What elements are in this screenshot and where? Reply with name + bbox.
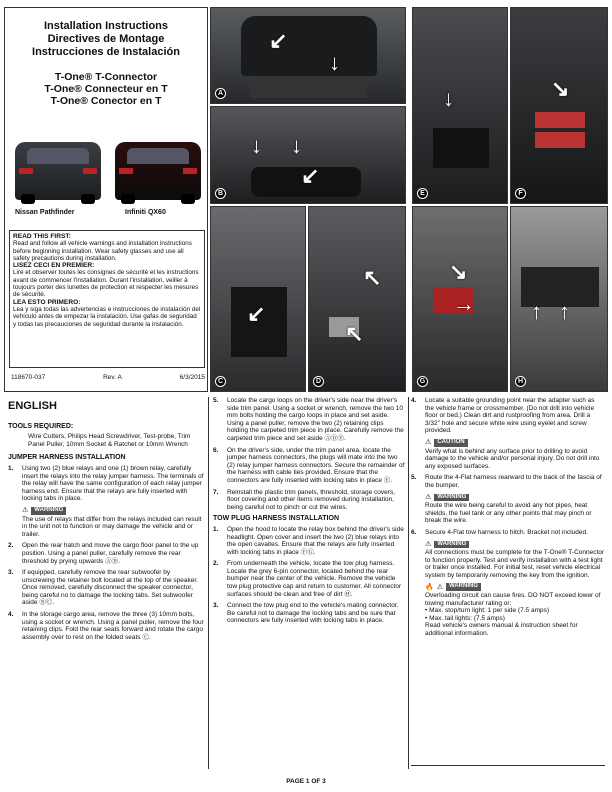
- page-footer: PAGE 1 OF 3: [286, 778, 326, 785]
- vehicle-label-qx60: Infiniti QX60: [125, 209, 166, 216]
- read-first-box: [9, 230, 205, 368]
- title-es: Instrucciones de Instalación: [32, 46, 180, 58]
- step-7: 7. Reinstall the plastic trim panels, threshold, storage covers, floor covering and other items removed during installation, being careful not to pinch or cut the wires.: [213, 488, 395, 511]
- tow-step-4: 4. Locate a suitable grounding point near the adapter such as the vehicle frame or crossmember. (Do not drill into vehicle floor or bed.) Clean dirt and rustproofing from area. Drill a 3/32" hole and secure white wire using eyelet and screw provided.: [411, 397, 595, 435]
- arrow-icon: →: [453, 291, 475, 316]
- photo-c: [210, 206, 306, 392]
- product-en: T-One® T-Connector: [54, 71, 158, 83]
- jumper-section-heading: JUMPER HARNESS INSTALLATION: [8, 454, 126, 462]
- photo-e: [412, 7, 508, 204]
- photo-label-c: C: [215, 376, 226, 387]
- column-2: [213, 397, 405, 629]
- warning-triangle-icon: ⚠: [425, 494, 432, 502]
- arrow-icon: ↖: [345, 321, 364, 346]
- tools-heading: TOOLS REQUIRED:: [8, 422, 74, 430]
- column-divider: [208, 397, 209, 769]
- arrow-icon: ↓: [443, 86, 454, 111]
- warning-fire: 🔥 ⚠ WARNING Overloading circuit can cause fires. DO NOT exceed lower of towing manufacturer rating or: • Max. stop/turn light: 1 per side (7.5 amps) • Max. tail lights: (7.5 amps) Read vehicle's owners manual & instruction sheet for additional information.: [425, 583, 601, 638]
- tow-step-6: 6. Secure 4-Flat tow harness to hitch. Bracket not included.: [411, 528, 588, 536]
- photo-label-b: B: [215, 188, 226, 199]
- photo-label-a: A: [215, 88, 226, 99]
- tow-step-1: 1. Open the hood to locate the relay box behind the driver's side headlight. Open cover and insert the two (2) blue relays into the open cavaites. Ensure that the relays are fully inserted with locking tabs in place ⒻⒼ.: [213, 525, 404, 556]
- pathfinder-image: [15, 142, 101, 200]
- photo-label-g: G: [417, 376, 428, 387]
- arrow-icon: ↙: [247, 301, 266, 326]
- header-panel: [4, 7, 208, 392]
- photo-f: [510, 7, 608, 204]
- warning-triangle-icon: ⚠: [425, 439, 432, 447]
- vehicle-label-pathfinder: Nissan Pathfinder: [15, 209, 75, 216]
- arrow-icon: ↑: [559, 299, 570, 324]
- part-info-row: [11, 374, 205, 381]
- instruction-sheet: [4, 7, 608, 789]
- photo-g: [412, 206, 508, 392]
- arrow-icon: ↙: [269, 28, 288, 53]
- arrow-icon: ↖: [363, 265, 382, 290]
- warning-triangle-icon: ⚠: [425, 541, 432, 548]
- step-4: 4. In the storage cargo area, remove the three (3) 10mm bolts, using a socket or wrench. Using a panel puller, remove the four retaining clips. Fold the rear seats forward and rotate the cargo assembly over to rest on the folded seats Ⓒ.: [8, 611, 204, 641]
- caution-1: ⚠ CAUTION Verify what is behind any surface prior to drilling to avoid damage to the vehicle and/or personal injury. Do not drill into any exposed surfaces.: [425, 438, 600, 470]
- warning-triangle-icon: ⚠: [22, 507, 29, 515]
- read-head-es: LEA ESTO PRIMERO:: [13, 298, 81, 306]
- column-3-bottom-rule: [411, 765, 605, 766]
- arrow-icon: ↓: [251, 133, 262, 158]
- photo-b: [210, 106, 406, 204]
- step-1: 1. Using two (2) blue relays and one (1) brown relay, carefully insert the relays into the relay jumper harness. The terminals of the relay will have the same configuration of each relay jumper harness end. Ensure that the relays are fully inserted with locking tabs in place.: [8, 464, 204, 503]
- step-2: 2. Open the rear hatch and move the cargo floor panel to the up position. Using a panel puller, carefully remove the rear threshold by prying upwards ⒶⒷ.: [8, 542, 199, 565]
- arrow-icon: ↘: [551, 76, 570, 101]
- warning-1: ⚠ WARNING The use of relays that differ from the relays included can result in the unit not to function or may damage the vehicle and or trailer.: [22, 506, 202, 538]
- tow-step-5: 5. Route the 4-Flat harness rearward to the back of the fascia of the bumper.: [411, 474, 602, 489]
- read-text-en: Read and follow all vehicle warnings and installation instructions before beginning installation. Wear safety glasses and use all safety precautions during installation.: [13, 240, 192, 262]
- read-head-en: READ THIS FIRST:: [13, 233, 71, 240]
- tools-list: Wire Cutters, Philips Head Screwdriver, Test-probe, Trim Panel Puller, 10mm Socket & Ratchet or 10mm Wrench: [28, 433, 191, 448]
- product-fr: T-One® Connecteur en T: [44, 83, 168, 95]
- qx60-image: [115, 142, 201, 200]
- read-head-fr: LISEZ CECI EN PREMIER:: [13, 262, 95, 270]
- revision: Rev. A: [103, 374, 122, 381]
- photo-a: [210, 7, 406, 104]
- photo-d: [308, 206, 406, 392]
- step-6: 6. On the driver's side, under the trim panel area, locate the jumper harness connectors, the plugs will mate into the two (2) relay jumper harness connectors. Secure the remainder of the harness with cable ties provided. Ensure that the connectors are fully inserted with locking tabs in place Ⓔ.: [213, 446, 405, 484]
- warning-5: ⚠ WARNING Route the wire being careful to avoid any hot pipes, heat shields, the fuel tank or any other points that may pinch or break the wire.: [425, 493, 592, 525]
- part-number: 118670-037: [11, 374, 46, 381]
- photo-label-d: D: [313, 376, 324, 387]
- arrow-icon: ↑: [531, 299, 542, 324]
- step-5: 5. Locate the cargo loops on the driver's side near the driver's side trim panel. Using a socket or wrench, remove the two 10 mm bolts holding the cargo loops in place and set aside. Using a panel puller, remove the two (2) retaining clips holding the carpeted trim piece in place. Carefully remove the carpeted trim piece and set aside ⒶⒹⒺ.: [213, 397, 404, 442]
- tow-plug-section-heading: TOW PLUG HARNESS INSTALLATION: [213, 515, 339, 523]
- product-es: T-One® Conector en T: [50, 95, 162, 107]
- photo-label-e: E: [417, 188, 428, 199]
- vehicle-images: [11, 138, 201, 208]
- photo-h: [510, 206, 608, 392]
- arrow-icon: ↓: [291, 133, 302, 158]
- fire-icon: 🔥: [425, 583, 434, 591]
- arrow-icon: ↓: [329, 50, 340, 75]
- read-text-es: Lea y siga todas las advertencias e instrucciones de instalación del vehículo antes de empezar la instalación. Use gafas de seguridad y todas las precauciones de seguridad durante la instalación.: [13, 305, 201, 328]
- warning-6: ⚠ WARNING All connections must be complete for the T-One® T-Connector to function properly. Test and verify installation with a test light or trailer once installed. For initial test, reset vehicle electrical system by temporarily removing the key from the ignition.: [425, 540, 605, 579]
- date: 6/3/2015: [179, 374, 205, 381]
- column-divider: [408, 397, 409, 769]
- step-3: 3. If equipped, carefully remove the rear subwoofer by unscrewing the retainer bolt located at the top of the speaker. Once removed, carefully disconnect the speaker connector, being careful no to damage the locking tabs. Set subwoofer aside ⒷⒸ.: [8, 569, 198, 607]
- arrow-icon: ↘: [449, 259, 468, 284]
- column-3: [411, 397, 605, 642]
- tow-step-2: 2. From underneath the vehicle, locate the tow plug harness. Locate the grey 6-pin connector, located behind the rear bumper near the center of the vehicle. Remove the vehicle tow plug protective cap and return to customer. All connector surfaces should be clean and free of dirt Ⓗ.: [213, 560, 402, 598]
- title-fr: Directives de Montage: [47, 33, 165, 45]
- photo-label-f: F: [515, 188, 526, 199]
- photo-label-h: H: [515, 376, 526, 387]
- read-text-fr: Lire et observer toutes les consignes de sécurité et les instructions avant de commencer l'installation. Durant l'installation, veiller à toujours porter des lunettes de protection et respecter les mesures de sécurité.: [13, 269, 199, 299]
- language-heading: ENGLISH: [8, 400, 57, 412]
- product-block: [5, 71, 207, 107]
- title-block: [5, 8, 207, 59]
- column-1: [8, 397, 204, 645]
- warning-triangle-icon: ⚠: [436, 583, 443, 591]
- arrow-icon: ↙: [301, 163, 320, 188]
- title-en: Installation Instructions: [43, 20, 169, 32]
- tow-step-3: 3. Connect the tow plug end to the vehicle's mating connector. Be careful not to damage the locking tabs and be sure that connectors are fully inserted with locking tabs in place.: [213, 602, 399, 625]
